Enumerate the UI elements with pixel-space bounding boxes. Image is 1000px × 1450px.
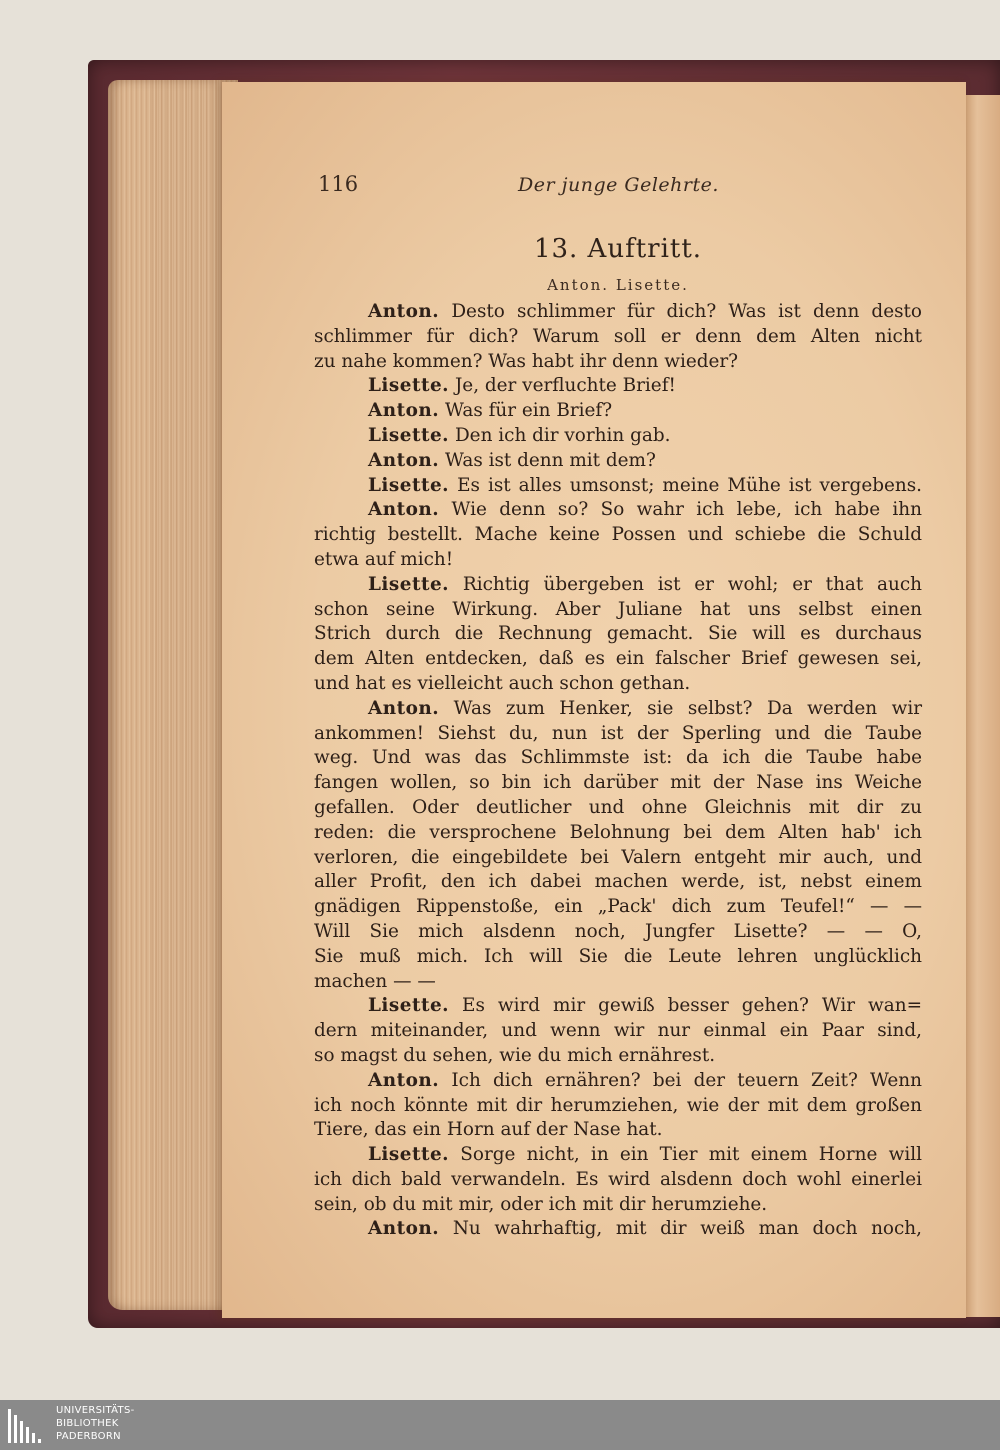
facing-page-edge bbox=[962, 95, 1000, 1317]
speaker-name: Lisette. bbox=[368, 1144, 450, 1166]
footer-bar bbox=[0, 1400, 1000, 1450]
line-text: schlimmer für dich? Warum soll er denn dem Alten nicht bbox=[314, 325, 922, 347]
line-text: Nu wahrhaftig, mit dir weiß man doch noch, bbox=[452, 1218, 922, 1240]
speaker-name: Anton. bbox=[368, 499, 440, 521]
text-line bbox=[314, 1118, 922, 1143]
text-line bbox=[314, 449, 922, 474]
line-text: Es ist alles umsonst; meine Mühe ist vergebens. bbox=[457, 474, 922, 496]
line-text: etwa auf mich! bbox=[314, 548, 454, 570]
page-edges-texture bbox=[150, 80, 220, 1310]
logo-line: PADERBORN bbox=[56, 1431, 121, 1442]
scene-title: 13. Auftritt. bbox=[533, 234, 703, 264]
text-line bbox=[314, 821, 922, 846]
text-line bbox=[314, 622, 922, 647]
speaker-name: Anton. bbox=[368, 1069, 440, 1091]
scene-cast: Anton. Lisette. bbox=[547, 276, 689, 294]
text-line bbox=[314, 399, 922, 424]
line-text: machen — — bbox=[314, 970, 436, 992]
line-text: schon seine Wirkung. Aber Juliane hat uns selbst einen bbox=[314, 598, 922, 620]
running-header bbox=[318, 172, 918, 202]
speaker-name: Lisette. bbox=[368, 375, 450, 397]
text-line bbox=[314, 1044, 922, 1069]
speaker-name: Lisette. bbox=[368, 424, 450, 446]
text-line bbox=[314, 573, 922, 598]
line-text: richtig bestellt. Mache keine Possen und schiebe die Schuld bbox=[314, 524, 922, 546]
text-line bbox=[314, 945, 922, 970]
text-line bbox=[314, 895, 922, 920]
speaker-name: Lisette. bbox=[368, 995, 450, 1017]
speaker-name: Anton. bbox=[368, 400, 440, 422]
line-text: Sie muß mich. Ich will Sie die Leute lehren unglücklich bbox=[314, 945, 922, 967]
text-line bbox=[314, 920, 922, 945]
line-text: ich noch könnte mit dir herumziehen, wie der mit dem großen bbox=[314, 1094, 922, 1116]
text-line bbox=[314, 970, 922, 995]
logo-line: BIBLIOTHEK bbox=[56, 1418, 119, 1429]
speaker-name: Lisette. bbox=[368, 573, 450, 595]
line-text: Richtig übergeben ist er wohl; er that auch bbox=[462, 573, 922, 595]
page-text bbox=[314, 300, 922, 1242]
line-text: dem Alten entdecken, daß es ein falscher Brief gewesen sei, bbox=[314, 648, 922, 670]
text-line bbox=[314, 1168, 922, 1193]
text-line bbox=[314, 548, 922, 573]
page-number: 116 bbox=[318, 172, 359, 196]
text-line bbox=[314, 598, 922, 623]
line-text: Was zum Henker, sie selbst? Da werden wir bbox=[453, 697, 922, 719]
line-text: aller Profit, den ich dabei machen werde, ist, nebst einem bbox=[314, 871, 922, 893]
text-line bbox=[314, 796, 922, 821]
text-line bbox=[314, 672, 922, 697]
text-line bbox=[314, 697, 922, 722]
library-logo-text bbox=[56, 1404, 135, 1443]
text-line bbox=[314, 374, 922, 399]
text-line bbox=[314, 771, 922, 796]
text-line bbox=[314, 424, 922, 449]
line-text: Je, der verfluchte Brief! bbox=[454, 375, 676, 397]
speaker-name: Anton. bbox=[368, 697, 440, 719]
text-line bbox=[314, 1019, 922, 1044]
text-line bbox=[314, 870, 922, 895]
text-line bbox=[314, 498, 922, 523]
text-line bbox=[314, 1217, 922, 1242]
running-title: Der junge Gelehrte. bbox=[518, 174, 719, 196]
line-text: fangen wollen, so bin ich darüber mit der Nase ins Weiche bbox=[314, 772, 922, 794]
line-text: reden: die versprochene Belohnung bei dem Alten hab' ich bbox=[314, 821, 922, 843]
line-text: Den ich dir vorhin gab. bbox=[454, 424, 671, 446]
text-line bbox=[314, 746, 922, 771]
line-text: weg. Und was das Schlimmste ist: da ich die Taube habe bbox=[314, 747, 922, 769]
text-line bbox=[314, 722, 922, 747]
text-line bbox=[314, 1193, 922, 1218]
text-line bbox=[314, 846, 922, 871]
line-text: zu nahe kommen? Was habt ihr denn wieder? bbox=[314, 350, 739, 372]
text-line bbox=[314, 523, 922, 548]
line-text: Es wird mir gewiß besser gehen? Wir wan= bbox=[462, 995, 922, 1017]
text-line bbox=[314, 994, 922, 1019]
text-line bbox=[314, 1143, 922, 1168]
line-text: verloren, die eingebildete bei Valern entgeht mir auch, und bbox=[314, 846, 922, 868]
speaker-name: Anton. bbox=[368, 301, 440, 322]
text-line bbox=[314, 300, 922, 325]
line-text: dern miteinander, und wenn wir nur einmal ein Paar sind, bbox=[314, 1020, 922, 1042]
line-text: Desto schlimmer für dich? Was ist denn desto bbox=[451, 301, 922, 322]
text-line bbox=[314, 1069, 922, 1094]
line-text: ich dich bald verwandeln. Es wird alsdenn doch wohl einerlei bbox=[314, 1168, 922, 1190]
line-text: Was für ein Brief? bbox=[445, 400, 613, 422]
line-text: Strich durch die Rechnung gemacht. Sie will es durchaus bbox=[314, 623, 922, 645]
line-text: gefallen. Oder deutlicher und ohne Gleichnis mit dir zu bbox=[314, 796, 922, 818]
line-text: Will Sie mich alsdenn noch, Jungfer Lisette? — — O, bbox=[314, 920, 922, 942]
line-text: so magst du sehen, wie du mich ernährest. bbox=[314, 1044, 716, 1066]
line-text: gnädigen Rippenstoße, ein „Pack' dich zum Teufel!“ — — bbox=[314, 896, 922, 918]
speaker-name: Anton. bbox=[368, 449, 440, 471]
text-line bbox=[314, 647, 922, 672]
speaker-name: Lisette. bbox=[368, 474, 450, 496]
text-line bbox=[314, 325, 922, 350]
line-text: Sorge nicht, in ein Tier mit einem Horne will bbox=[460, 1144, 922, 1166]
line-text: ankommen! Siehst du, nun ist der Sperling und die Taube bbox=[314, 722, 922, 744]
line-text: sein, ob du mit mir, oder ich mit dir herumziehe. bbox=[314, 1193, 768, 1215]
text-line bbox=[314, 1094, 922, 1119]
logo-line: UNIVERSITÄTS- bbox=[56, 1405, 135, 1416]
line-text: und hat es vielleicht auch schon gethan. bbox=[314, 672, 691, 694]
line-text: Tiere, das ein Horn auf der Nase hat. bbox=[314, 1119, 663, 1141]
speaker-name: Anton. bbox=[368, 1218, 440, 1240]
line-text: Was ist denn mit dem? bbox=[445, 449, 656, 471]
library-logo-icon bbox=[6, 1405, 46, 1445]
text-line bbox=[314, 350, 922, 375]
line-text: Wie denn so? So wahr ich lebe, ich habe ihn bbox=[451, 499, 922, 521]
line-text: Ich dich ernähren? bei der teuern Zeit? Wenn bbox=[451, 1069, 922, 1091]
text-line bbox=[314, 474, 922, 499]
